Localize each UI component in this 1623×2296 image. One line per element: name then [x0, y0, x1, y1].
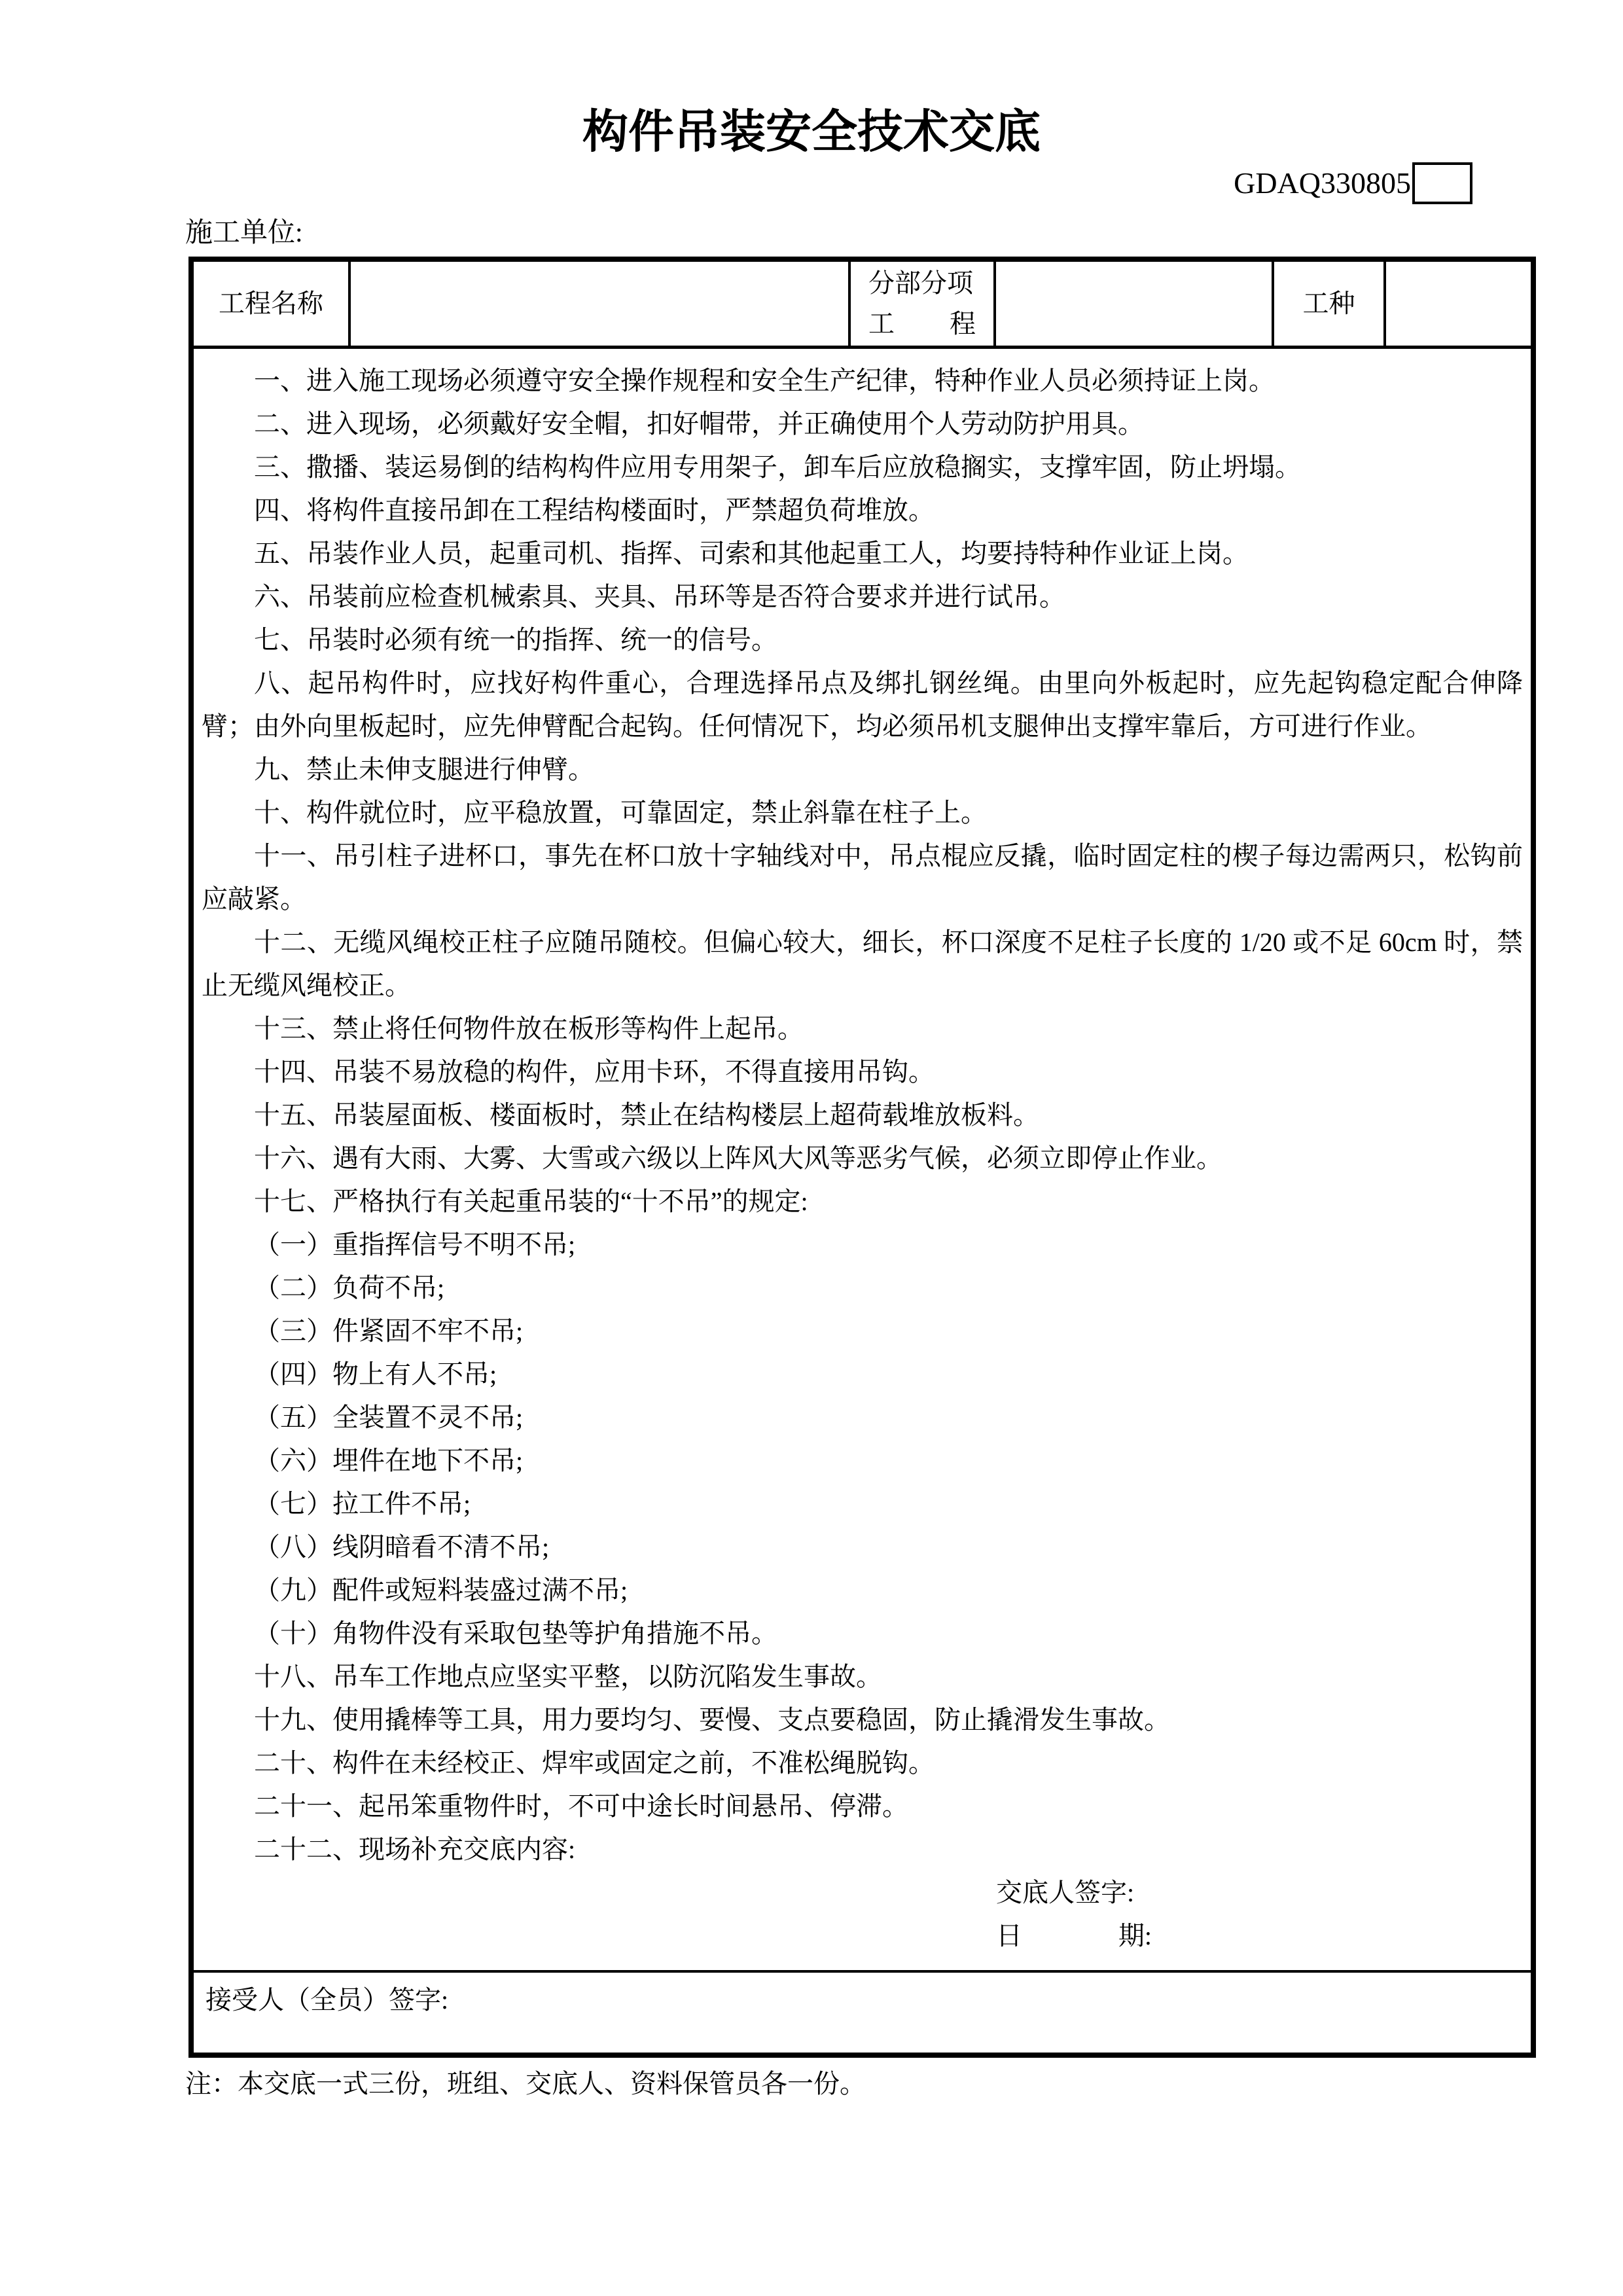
safety-item: 九、禁止未伸支腿进行伸臂。	[254, 755, 594, 784]
safety-item: 十一、吊引柱子进杯口，事先在杯口放十字轴线对中，吊点棍应反撬，临时固定柱的楔子每边需两只，松钩前应敲紧。	[202, 841, 1523, 914]
project-name-label: 工程名称	[219, 289, 323, 318]
sub-project-value-cell[interactable]	[996, 262, 1274, 349]
page-title: 构件吊装安全技术交底	[582, 106, 1041, 157]
sub-project-char2: 程	[950, 309, 976, 338]
safety-item: 十三、禁止将任何物件放在板形等构件上起吊。	[254, 1014, 804, 1043]
safety-item: 八、起吊构件时，应找好构件重心，合理选择吊点及绑扎钢丝绳。由里向外板起时，应先起钩稳定配合伸降臂；由外向里板起时，应先伸臂配合起钩。任何情况下，均必须吊机支腿伸出支撑牢靠后，方可进行作业。	[202, 668, 1523, 741]
safety-item: 十、构件就位时，应平稳放置，可靠固定，禁止斜靠在柱子上。	[254, 798, 987, 827]
safety-item: （五）全装置不灵不吊;	[254, 1403, 524, 1432]
form-code-box[interactable]	[1412, 162, 1472, 204]
project-name-value-cell[interactable]	[351, 262, 851, 349]
form-code: GDAQ330805	[1234, 166, 1411, 200]
work-type-label: 工种	[1302, 289, 1355, 318]
safety-item: 二、进入现场，必须戴好安全帽，扣好帽带，并正确使用个人劳动防护用具。	[254, 409, 1144, 439]
receiver-signature-cell[interactable]	[194, 1973, 1531, 2053]
safety-item: 十九、使用撬棒等工具，用力要均匀、要慢、支点要稳固，防止撬滑发生事故。	[254, 1705, 1170, 1734]
date-label[interactable]	[996, 1914, 1152, 1958]
safety-item: （三）件紧固不牢不吊;	[254, 1316, 524, 1346]
safety-item: 十七、严格执行有关起重吊装的“十不吊”的规定:	[254, 1187, 808, 1216]
safety-item: （八）线阴暗看不清不吊;	[254, 1532, 550, 1562]
disclosure-table	[188, 257, 1536, 2058]
discloser-signature-label[interactable]: 交底人签字:	[996, 1878, 1135, 1907]
safety-item: （二）负荷不吊;	[254, 1273, 445, 1302]
safety-item: （九）配件或短料装盛过满不吊;	[254, 1575, 628, 1605]
work-type-value-cell[interactable]	[1386, 262, 1531, 349]
safety-item: 十五、吊装屋面板、楼面板时，禁止在结构楼层上超荷载堆放板料。	[254, 1100, 1039, 1130]
safety-item: 一、进入施工现场必须遵守安全操作规程和安全生产纪律，特种作业人员必须持证上岗。	[254, 366, 1275, 395]
date-char1: 日	[996, 1921, 1022, 1950]
safety-item: 二十、构件在未经校正、焊牢或固定之前，不准松绳脱钩。	[254, 1748, 935, 1778]
safety-item: 三、撒播、装运易倒的结构构件应用专用架子，卸车后应放稳搁实，支撑牢固，防止坍塌。	[254, 452, 1301, 482]
safety-item: 四、将构件直接吊卸在工程结构楼面时，严禁超负荷堆放。	[254, 495, 935, 525]
safety-item: 二十一、起吊笨重物件时，不可中途长时间悬吊、停滞。	[254, 1791, 908, 1821]
safety-items-list	[202, 359, 1523, 1871]
sub-project-char1: 工	[868, 309, 895, 338]
safety-item: 十六、遇有大雨、大雾、大雪或六级以上阵风大风等恶劣气候，必须立即停止作业。	[254, 1143, 1222, 1173]
sub-project-label	[868, 263, 976, 344]
sub-project-label-line2	[868, 304, 976, 344]
safety-item: 五、吊装作业人员，起重司机、指挥、司索和其他起重工人，均要持特种作业证上岗。	[254, 539, 1249, 568]
safety-item: （四）物上有人不吊;	[254, 1359, 497, 1389]
safety-item: 十二、无缆风绳校正柱子应随吊随校。但偏心较大，细长，杯口深度不足柱子长度的 1/20 或不足 60cm 时，禁止无缆风绳校正。	[202, 927, 1523, 1000]
constructor-label: 施工单位:	[185, 218, 303, 248]
project-name-label-cell	[194, 262, 351, 349]
form-code-row	[1234, 162, 1472, 204]
safety-item: 二十二、现场补充交底内容:	[254, 1835, 576, 1864]
receiver-signature-label: 接受人（全员）签字:	[205, 1985, 449, 2015]
sub-project-label-cell	[851, 262, 996, 349]
safety-item: （七）拉工件不吊;	[254, 1489, 471, 1518]
discloser-sign-block	[996, 1871, 1152, 1958]
date-char2: 期:	[1118, 1921, 1152, 1950]
sub-project-label-line1: 分部分项	[868, 268, 973, 298]
safety-item: 十八、吊车工作地点应坚实平整，以防沉陷发生事故。	[254, 1662, 882, 1691]
safety-item: 十四、吊装不易放稳的构件，应用卡环，不得直接用吊钩。	[254, 1057, 935, 1086]
safety-item: （六）埋件在地下不吊;	[254, 1446, 524, 1475]
safety-item: 七、吊装时必须有统一的指挥、统一的信号。	[254, 625, 777, 655]
safety-item: 六、吊装前应检查机械索具、夹具、吊环等是否符合要求并进行试吊。	[254, 582, 1065, 611]
safety-item: （一）重指挥信号不明不吊;	[254, 1230, 576, 1259]
work-type-label-cell	[1274, 262, 1386, 349]
disclosure-content-cell	[194, 349, 1531, 1973]
footnote: 注：本交底一式三份，班组、交底人、资料保管员各一份。	[185, 2069, 866, 2098]
safety-item: （十）角物件没有采取包垫等护角措施不吊。	[254, 1619, 777, 1648]
